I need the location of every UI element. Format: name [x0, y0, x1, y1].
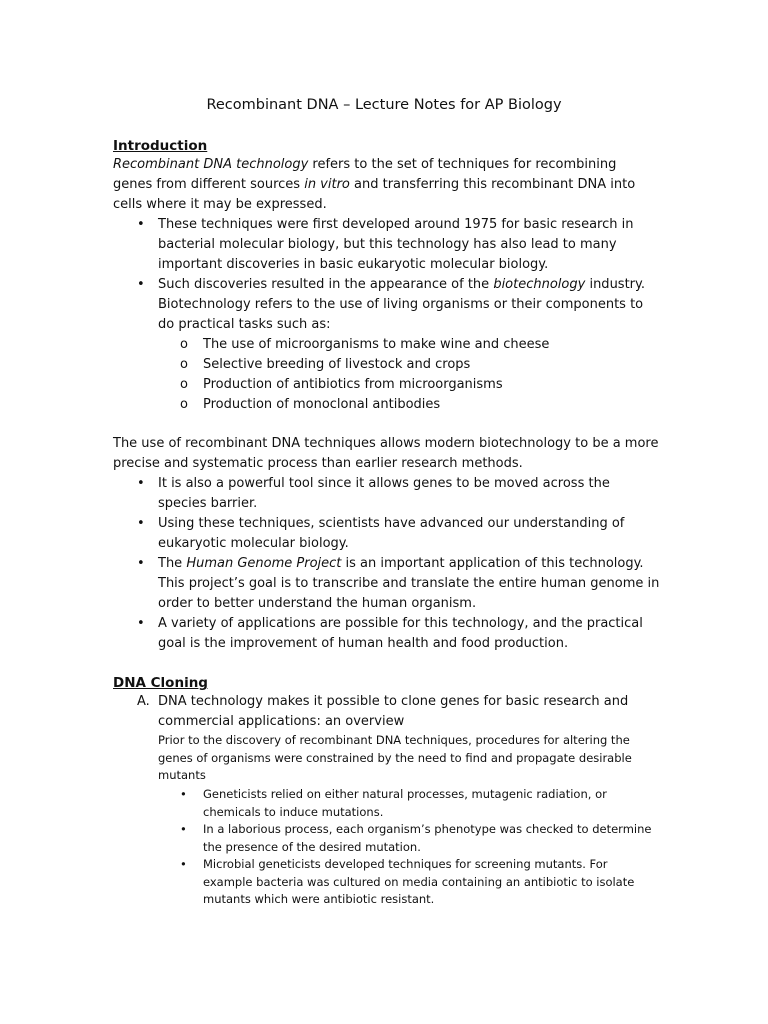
- list-item: [137, 614, 697, 654]
- intro-sub-list: [180, 335, 640, 415]
- bullet-line: order to better understand the human organism.: [158, 596, 477, 611]
- bullet-line: [158, 554, 697, 574]
- intro-line-2-italic: in vitro: [304, 177, 350, 192]
- list-item: [137, 514, 697, 554]
- prior-line: Prior to the discovery of recombinant DNA techniques, procedures for altering the: [158, 733, 630, 747]
- bullet-italic: biotechnology: [493, 277, 586, 292]
- list-item: [180, 821, 700, 856]
- sub-item-text: Production of monoclonal antibodies: [203, 397, 441, 412]
- uses-line-1: The use of recombinant DNA techniques allows modern biotechnology to be a more: [113, 436, 659, 451]
- list-item: [137, 474, 697, 514]
- uses-bullet-list: [137, 474, 697, 654]
- bullet-marker: •: [137, 616, 145, 631]
- intro-line-1-text: refers to the set of techniques for recombining: [308, 157, 617, 172]
- introduction-heading: Introduction: [113, 138, 208, 154]
- bullet-line: eukaryotic molecular biology.: [158, 536, 349, 551]
- bullet-text: is an important application of this technology.: [341, 556, 644, 571]
- sub-bullet-marker: o: [180, 377, 188, 392]
- sub-item-text: The use of microorganisms to make wine and cheese: [203, 337, 550, 352]
- cloning-item-a: [137, 692, 697, 732]
- sub-item-text: Production of antibiotics from microorganisms: [203, 377, 503, 392]
- bullet-line: species barrier.: [158, 496, 258, 511]
- sub-bullet-marker: o: [180, 357, 188, 372]
- bullet-line: A variety of applications are possible for this technology, and the practical: [158, 616, 643, 631]
- list-item: [180, 395, 640, 415]
- intro-line-2: [113, 175, 653, 195]
- bullet-marker: •: [180, 822, 187, 836]
- bullet-line: Geneticists relied on either natural processes, mutagenic radiation, or: [203, 787, 607, 801]
- bullet-line: bacterial molecular biology, but this technology has also lead to many: [158, 237, 617, 252]
- bullet-italic: Human Genome Project: [186, 556, 342, 571]
- bullet-line: These techniques were first developed around 1975 for basic research in: [158, 217, 634, 232]
- bullet-line: In a laborious process, each organism’s phenotype was checked to determine: [203, 822, 652, 836]
- bullet-line: Microbial geneticists developed techniques for screening mutants. For: [203, 857, 608, 871]
- list-item: [137, 275, 697, 335]
- bullet-line: the presence of the desired mutation.: [203, 839, 421, 854]
- prior-line: mutants: [158, 768, 206, 782]
- bullet-line: mutants which were antibiotic resistant.: [203, 892, 435, 906]
- item-line: DNA technology makes it possible to clone genes for basic research and: [158, 694, 629, 709]
- bullet-marker: •: [137, 217, 145, 232]
- intro-line-2-text-b: and transferring this recombinant DNA into: [349, 177, 636, 192]
- intro-line-3: cells where it may be expressed.: [113, 197, 327, 212]
- item-line: commercial applications: an overview: [158, 714, 405, 729]
- prior-line: genes of organisms were constrained by the need to find and propagate desirable: [158, 750, 632, 765]
- list-item: [137, 215, 697, 275]
- bullet-text: industry.: [585, 277, 645, 292]
- list-item: [137, 692, 697, 732]
- bullet-marker: •: [137, 516, 145, 531]
- list-item: [180, 335, 640, 355]
- bullet-line: chemicals to induce mutations.: [203, 804, 384, 819]
- prior-paragraph: [158, 732, 698, 785]
- document-title: Recombinant DNA – Lecture Notes for AP Biology: [206, 97, 562, 113]
- list-item: [180, 355, 640, 375]
- list-item: [180, 856, 700, 909]
- bullet-line: Using these techniques, scientists have advanced our understanding of: [158, 516, 625, 531]
- bullet-line: It is also a powerful tool since it allows genes to be moved across the: [158, 476, 610, 491]
- item-marker: A.: [137, 694, 150, 709]
- sub-item-text: Selective breeding of livestock and crops: [203, 357, 471, 372]
- sub-bullet-marker: o: [180, 397, 188, 412]
- bullet-marker: •: [180, 857, 187, 871]
- list-item: [137, 554, 697, 614]
- bullet-marker: •: [137, 277, 145, 292]
- bullet-marker: •: [137, 476, 145, 491]
- bullet-line: [158, 275, 697, 295]
- bullet-text: Such discoveries resulted in the appearance of the: [158, 277, 494, 292]
- intro-italic-term: Recombinant DNA technology: [113, 157, 309, 172]
- bullet-line: do practical tasks such as:: [158, 317, 331, 332]
- bullet-line: goal is the improvement of human health and food production.: [158, 636, 569, 651]
- bullet-marker: •: [180, 787, 187, 801]
- bullet-marker: •: [137, 556, 145, 571]
- bullet-line: Biotechnology refers to the use of living organisms or their components to: [158, 297, 644, 312]
- introduction-paragraph: [113, 155, 653, 215]
- cloning-bullet-list: [180, 786, 700, 909]
- bullet-text: The: [158, 556, 187, 571]
- intro-bullet-list: [137, 215, 697, 335]
- intro-line-2-text-a: genes from different sources: [113, 177, 305, 192]
- sub-bullet-marker: o: [180, 337, 188, 352]
- bullet-line: example bacteria was cultured on media containing an antibiotic to isolate: [203, 874, 635, 889]
- uses-line-2: precise and systematic process than earlier research methods.: [113, 456, 523, 471]
- intro-line-1: [113, 155, 653, 175]
- list-item: [180, 375, 640, 395]
- bullet-line: This project’s goal is to transcribe and translate the entire human genome in: [158, 576, 660, 591]
- dna-cloning-heading: DNA Cloning: [113, 675, 208, 691]
- list-item: [180, 786, 700, 821]
- bullet-line: important discoveries in basic eukaryotic molecular biology.: [158, 257, 549, 272]
- uses-paragraph: [113, 434, 673, 474]
